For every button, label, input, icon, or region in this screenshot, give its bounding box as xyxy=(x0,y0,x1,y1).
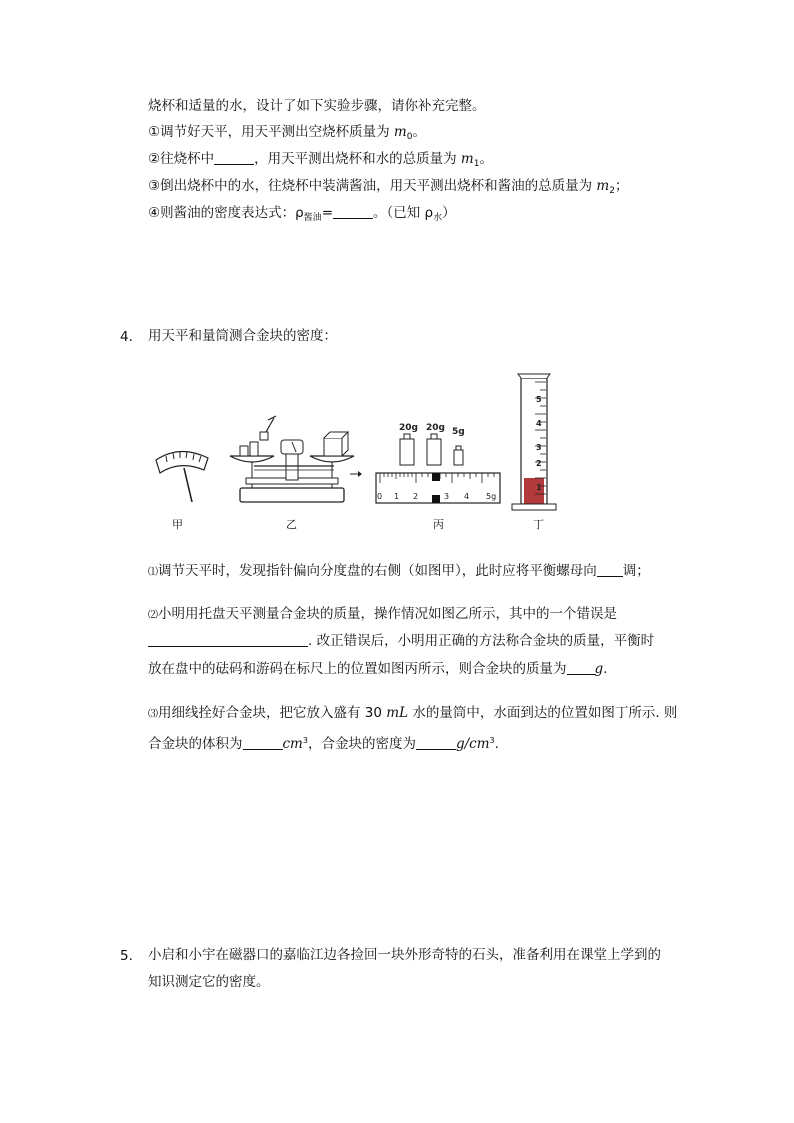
answer-blank[interactable] xyxy=(333,204,373,219)
answer-blank[interactable] xyxy=(416,735,456,750)
sub-question-3-line-2: 合金块的体积为 $cm^3$，合金块的密度为 $g/cm^3$. xyxy=(148,736,499,752)
question-number: 4. xyxy=(120,329,133,345)
rider-slider xyxy=(432,473,440,481)
sub-question-3: ⑶用细线拴好合金块，把它放入盛有 30 mL 水的量筒中，水面到达的位置如图丁所示. 则 xyxy=(148,705,678,721)
question-5-line-2: 知识测定它的密度。 xyxy=(148,974,270,990)
figure-label-jia: 甲 xyxy=(172,518,183,531)
svg-text:1: 1 xyxy=(394,492,400,501)
q3-step-3: ③倒出烧杯中的水，往烧杯中装满酱油，用天平测出烧杯和酱油的总质量为 $m_2$； xyxy=(148,178,629,196)
experiment-figures xyxy=(150,370,570,520)
tray-balance-figure xyxy=(230,416,362,502)
svg-text:1: 1 xyxy=(536,483,542,492)
weight-label: 20g xyxy=(399,423,418,433)
weight-label: 5g xyxy=(452,427,465,437)
figure-label-bing: 丙 xyxy=(433,518,444,531)
balance-dial-figure xyxy=(156,451,208,502)
question-5-line-1: 小启和小宇在磁器口的嘉临江边各捡回一块外形奇特的石头，准备利用在课堂上学到的 xyxy=(148,947,661,963)
svg-text:3: 3 xyxy=(444,492,450,501)
svg-text:4: 4 xyxy=(536,419,542,428)
svg-text:0: 0 xyxy=(377,492,383,501)
svg-text:2: 2 xyxy=(413,492,419,501)
svg-text:2: 2 xyxy=(536,459,542,468)
svg-text:4: 4 xyxy=(464,492,470,501)
answer-blank[interactable] xyxy=(148,632,308,647)
svg-text:3: 3 xyxy=(536,443,542,452)
rider-slider xyxy=(432,495,440,503)
figure-label-ding: 丁 xyxy=(533,518,544,531)
answer-blank[interactable] xyxy=(243,735,283,750)
q3-intro: 烧杯和适量的水，设计了如下实验步骤，请你补充完整。 xyxy=(148,98,486,114)
sub-question-2-line-3: 放在盘中的砝码和游码在标尺上的位置如图丙所示，则合金块的质量为 g. xyxy=(148,661,608,677)
svg-text:5g: 5g xyxy=(486,492,497,501)
question-number: 5. xyxy=(120,948,133,964)
answer-blank[interactable] xyxy=(567,660,595,675)
q3-step-4: ④则酱油的密度表达式：$\rho_{酱油}=$ 。（已知 $\rho_水$） xyxy=(148,205,456,223)
sub-question-2-line-2: . 改正错误后，小明用正确的方法称合金块的质量，平衡时 xyxy=(148,631,654,651)
svg-text:5: 5 xyxy=(536,395,542,404)
weights-and-scale-figure xyxy=(376,423,500,503)
figure-label-yi: 乙 xyxy=(286,518,297,531)
graduated-cylinder-figure xyxy=(512,374,556,510)
sub-question-1: ⑴调节天平时，发现指针偏向分度盘的右侧（如图甲），此时应将平衡螺母向 调； xyxy=(148,563,650,579)
sub-question-2: ⑵小明用托盘天平测量合金块的质量，操作情况如图乙所示，其中的一个错误是 xyxy=(148,606,617,622)
answer-blank[interactable] xyxy=(214,150,254,165)
weight-label: 20g xyxy=(426,423,445,433)
answer-blank[interactable] xyxy=(597,562,623,577)
q3-step-2: ②往烧杯中 ，用天平测出烧杯和水的总质量为 $m_1$。 xyxy=(148,151,493,169)
q3-step-1: ①调节好天平，用天平测出空烧杯质量为 $m_0$。 xyxy=(148,124,426,142)
question-stem: 用天平和量筒测合金块的密度： xyxy=(148,328,337,344)
